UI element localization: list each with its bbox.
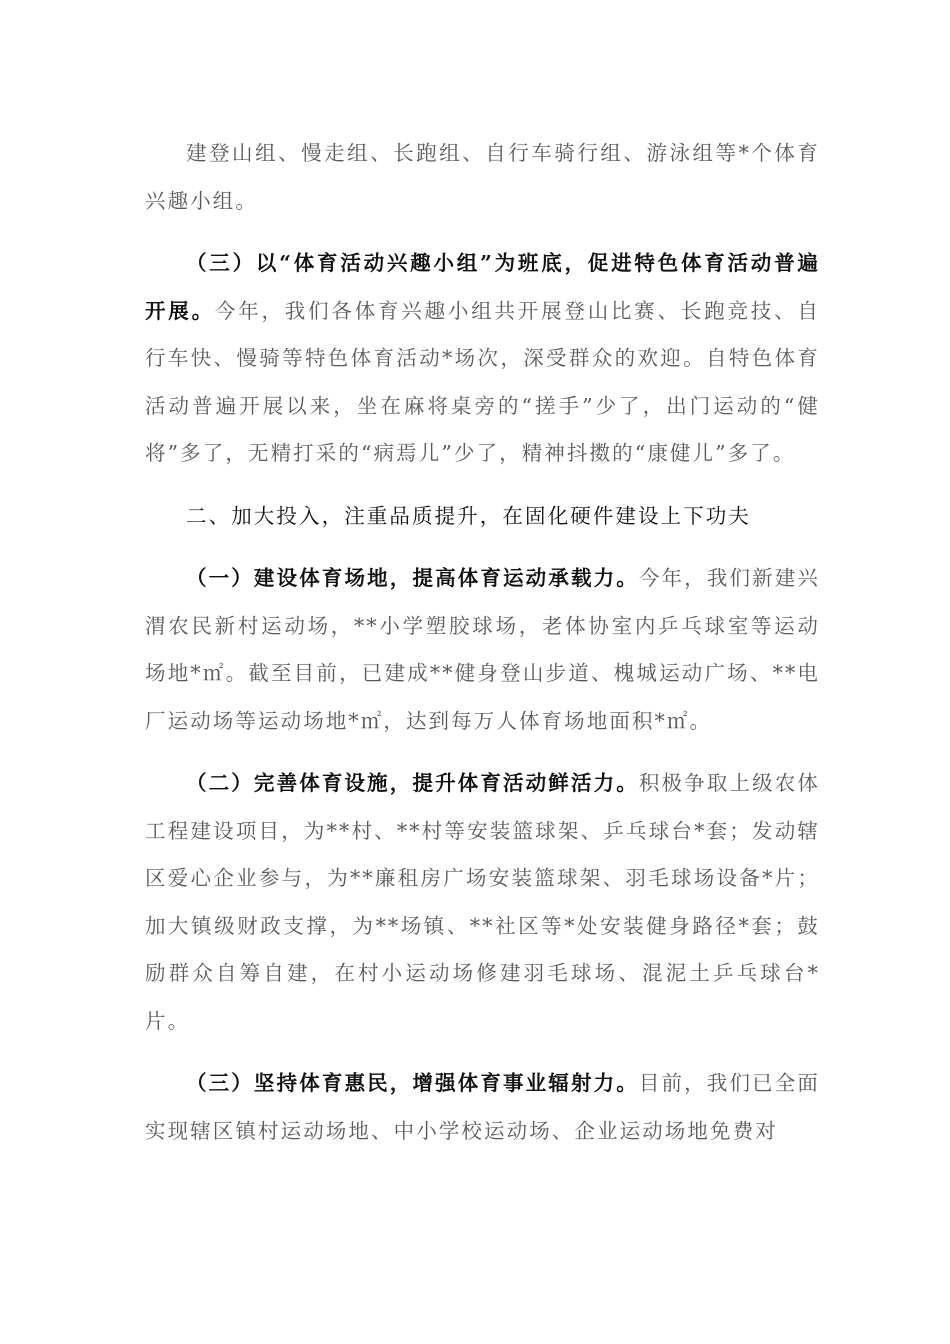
- paragraph-sports-benefit: [145, 1060, 820, 1155]
- section-heading-investment: [145, 493, 820, 541]
- paragraph-sports-venues: [145, 555, 820, 745]
- paragraph-text: 今年，我们新建兴渭农民新村运动场，**小学塑胶球场，老体协室内乒乓球室等运动场地*㎡。截至目前，已建成**健身登山步道、槐城运动广场、**电厂运动场等运动场地*㎡，达到每万人体育场地面积*㎡。: [145, 566, 820, 733]
- paragraph-text: 今年，我们各体育兴趣小组共开展登山比赛、长跑竞技、自行车快、慢骑等特色体育活动*场次，深受群众的欢迎。自特色体育活动普遍开展以来，坐在麻将桌旁的“搓手”少了，出门运动的“健将”多了，无精打采的“病焉儿”少了，精神抖擞的“康健儿”多了。: [145, 298, 820, 465]
- paragraph-text: 建登山组、慢走组、长跑组、自行车骑行组、游泳组等*个体育兴趣小组。: [145, 141, 820, 213]
- section-heading-text: 二、加大投入，注重品质提升，在固化硬件建设上下功夫: [186, 503, 751, 528]
- paragraph-lead: （三）以“体育活动兴趣小组”为班底，促进特色体育活动普遍开展。: [145, 251, 820, 323]
- paragraph-sports-facilities: [145, 760, 820, 1045]
- document-body: [145, 130, 820, 1170]
- paragraph-lead: （一）建设体育场地，提高体育运动承载力。: [186, 566, 639, 590]
- paragraph-interest-groups: [145, 130, 820, 225]
- paragraph-lead: （三）坚持体育惠民，增强体育事业辐射力。: [186, 1071, 639, 1095]
- paragraph-text: 积极争取上级农体工程建设项目，为**村、**村等安装篮球架、乒乓球台*套；发动辖区爱心企业参与，为**廉租房广场安装篮球架、羽毛球场设备*片；加大镇级财政支撑，为**场镇、**社区等*处安装健身路径*套；鼓励群众自筹自建，在村小运动场修建羽毛球场、混泥土乒乓球台*片。: [145, 771, 820, 1033]
- paragraph-special-activities: [145, 240, 820, 478]
- paragraph-lead: （二）完善体育设施，提升体育活动鲜活力。: [186, 771, 639, 795]
- paragraph-text: 目前，我们已全面实现辖区镇村运动场地、中小学校运动场、企业运动场地免费对: [145, 1071, 820, 1143]
